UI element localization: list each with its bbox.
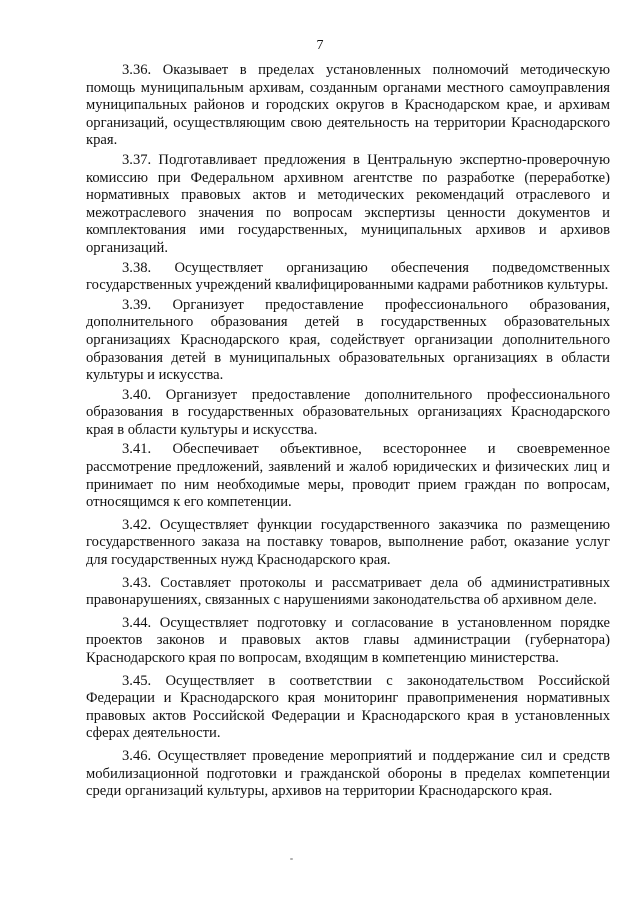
paragraph-3-42: 3.42. Осуществляет функции государственного заказчика по размещению государственного заказа на поставку товаров, выполнение работ, оказание услуг для государственных нужд Краснодарского края. [86, 516, 610, 569]
paragraph-3-39: 3.39. Организует предоставление профессионального образования, дополнительного образования детей в государственных образовательных организациях Краснодарского края, содействует организации дополнительного образования детей в муниципальных образовательных организациях в области культуры и искусства. [86, 296, 610, 384]
document-body [86, 62, 610, 801]
page-number: 7 [316, 38, 324, 53]
paragraph-3-45: 3.45. Осуществляет в соответствии с законодательством Российской Федерации и Краснодарского края мониторинг правоприменения нормативных правовых актов Российской Федерации и Краснодарского края в установленных сферах деятельности. [86, 672, 610, 742]
paragraph-3-37: 3.37. Подготавливает предложения в Центральную экспертно-проверочную комиссию при Федеральном архивном агентстве по разработке (переработке) нормативных правовых актов и методических рекомендаций отраслевого и межотраслевого значения по вопросам экспертизы ценности документов и комплектования ими государственных, муниципальных архивов и архивов организаций. [86, 151, 610, 256]
paragraph-3-41: 3.41. Обеспечивает объективное, всестороннее и своевременное рассмотрение предложений, заявлений и жалоб юридических и физических лиц и принимает по ним необходимые меры, проводит прием граждан по вопросам, относящимся к его компетенции. [86, 441, 610, 511]
paragraph-3-36: 3.36. Оказывает в пределах установленных полномочий методическую помощь муниципальным архивам, созданным органами местного самоуправления муниципальных районов и городских округов в Краснодарском крае, и архивам организаций, осуществляющим свою деятельность на территории Краснодарского края. [86, 62, 610, 149]
paragraph-3-43: 3.43. Составляет протоколы и рассматривает дела об административных правонарушениях, связанных с нарушениями законодательства об архивном деле. [86, 574, 610, 609]
paragraph-3-38: 3.38. Осуществляет организацию обеспечения подведомственных государственных учреждений квалифицированными кадрами работников культуры. [86, 259, 610, 294]
paragraph-3-40: 3.40. Организует предоставление дополнительного профессионального образования в государственных образовательных организациях Краснодарского края в области культуры и искусства. [86, 386, 610, 438]
paragraph-3-46: 3.46. Осуществляет проведение мероприятий и поддержание сил и средств мобилизационной подготовки и гражданской обороны в пределах компетенции среди организаций культуры, архивов на территории Краснодарского края. [86, 747, 610, 800]
paragraph-3-44: 3.44. Осуществляет подготовку и согласование в установленном порядке проектов законов и правовых актов главы администрации (губернатора) Краснодарского края по вопросам, входящим в компетенцию министерства. [86, 614, 610, 666]
scan-speck [290, 858, 293, 860]
